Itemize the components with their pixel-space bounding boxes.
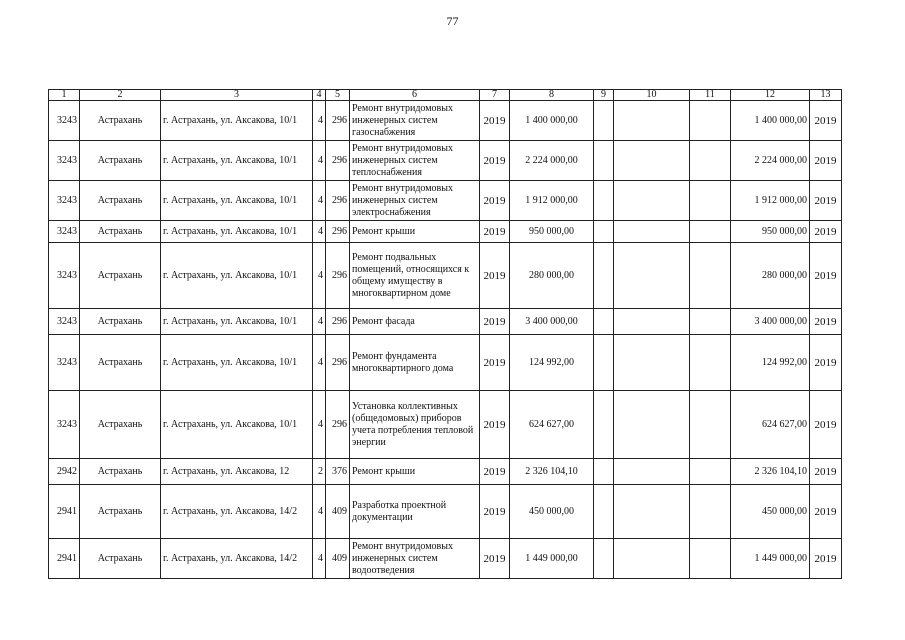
- col11-value: [690, 221, 731, 243]
- col9-value: [594, 243, 614, 309]
- city: Астрахань: [80, 539, 161, 579]
- table-row: [49, 459, 842, 485]
- col12-cost: 2 326 104,10: [731, 459, 810, 485]
- table-row: [49, 335, 842, 391]
- work-type: Ремонт крыши: [350, 221, 480, 243]
- work-type: Ремонт фасада: [350, 309, 480, 335]
- completion-year: 2019: [810, 391, 842, 459]
- col5-value: 296: [326, 309, 350, 335]
- city: Астрахань: [80, 101, 161, 141]
- table-row: [49, 101, 842, 141]
- col10-value: [614, 539, 690, 579]
- object-id: 2941: [49, 539, 80, 579]
- object-id: 3243: [49, 101, 80, 141]
- col9-value: [594, 181, 614, 221]
- total-cost: 1 449 000,00: [510, 539, 594, 579]
- work-type: Ремонт внутридомовых инженерных систем газоснабжения: [350, 101, 480, 141]
- page-number: 77: [446, 14, 459, 28]
- floors: 4: [313, 141, 326, 181]
- col10-value: [614, 221, 690, 243]
- work-type: Установка коллективных (общедомовых) приборов учета потребления тепловой энергии: [350, 391, 480, 459]
- address: г. Астрахань, ул. Аксакова, 10/1: [161, 335, 313, 391]
- address: г. Астрахань, ул. Аксакова, 12: [161, 459, 313, 485]
- total-cost: 3 400 000,00: [510, 309, 594, 335]
- header-cell: 3: [161, 90, 313, 101]
- completion-year: 2019: [810, 243, 842, 309]
- city: Астрахань: [80, 221, 161, 243]
- header-cell: 2: [80, 90, 161, 101]
- col10-value: [614, 485, 690, 539]
- header-row: [49, 90, 842, 101]
- header-cell: 4: [313, 90, 326, 101]
- col5-value: 296: [326, 101, 350, 141]
- completion-year: 2019: [810, 485, 842, 539]
- col9-value: [594, 459, 614, 485]
- address: г. Астрахань, ул. Аксакова, 10/1: [161, 243, 313, 309]
- floors: 4: [313, 485, 326, 539]
- table-row: [49, 243, 842, 309]
- total-cost: 624 627,00: [510, 391, 594, 459]
- total-cost: 1 912 000,00: [510, 181, 594, 221]
- city: Астрахань: [80, 391, 161, 459]
- header-cell: 6: [350, 90, 480, 101]
- floors: 4: [313, 181, 326, 221]
- col11-value: [690, 243, 731, 309]
- city: Астрахань: [80, 485, 161, 539]
- header-cell: 10: [614, 90, 690, 101]
- work-type: Ремонт подвальных помещений, относящихся к общему имуществу в многоквартирном доме: [350, 243, 480, 309]
- col12-cost: 1 400 000,00: [731, 101, 810, 141]
- floors: 4: [313, 309, 326, 335]
- year: 2019: [480, 101, 510, 141]
- city: Астрахань: [80, 335, 161, 391]
- floors: 4: [313, 101, 326, 141]
- col11-value: [690, 539, 731, 579]
- col11-value: [690, 309, 731, 335]
- header-cell: 7: [480, 90, 510, 101]
- col11-value: [690, 101, 731, 141]
- floors: 4: [313, 391, 326, 459]
- col10-value: [614, 391, 690, 459]
- col9-value: [594, 391, 614, 459]
- col9-value: [594, 485, 614, 539]
- table-row: [49, 539, 842, 579]
- total-cost: 1 400 000,00: [510, 101, 594, 141]
- col9-value: [594, 309, 614, 335]
- col11-value: [690, 141, 731, 181]
- city: Астрахань: [80, 141, 161, 181]
- year: 2019: [480, 459, 510, 485]
- col12-cost: 2 224 000,00: [731, 141, 810, 181]
- col12-cost: 450 000,00: [731, 485, 810, 539]
- col5-value: 296: [326, 181, 350, 221]
- col10-value: [614, 181, 690, 221]
- address: г. Астрахань, ул. Аксакова, 14/2: [161, 485, 313, 539]
- object-id: 3243: [49, 141, 80, 181]
- col9-value: [594, 335, 614, 391]
- col10-value: [614, 141, 690, 181]
- floors: 4: [313, 221, 326, 243]
- col11-value: [690, 459, 731, 485]
- header-cell: 8: [510, 90, 594, 101]
- col9-value: [594, 221, 614, 243]
- address: г. Астрахань, ул. Аксакова, 10/1: [161, 101, 313, 141]
- year: 2019: [480, 221, 510, 243]
- year: 2019: [480, 243, 510, 309]
- col5-value: 296: [326, 243, 350, 309]
- header-cell: 1: [49, 90, 80, 101]
- work-type: Ремонт внутридомовых инженерных систем электроснабжения: [350, 181, 480, 221]
- col12-cost: 3 400 000,00: [731, 309, 810, 335]
- object-id: 2942: [49, 459, 80, 485]
- work-type: Ремонт внутридомовых инженерных систем теплоснабжения: [350, 141, 480, 181]
- table-row: [49, 221, 842, 243]
- object-id: 3243: [49, 243, 80, 309]
- col10-value: [614, 459, 690, 485]
- col5-value: 409: [326, 539, 350, 579]
- year: 2019: [480, 485, 510, 539]
- col12-cost: 1 912 000,00: [731, 181, 810, 221]
- total-cost: 2 224 000,00: [510, 141, 594, 181]
- header-cell: 5: [326, 90, 350, 101]
- work-type: Ремонт фундамента многоквартирного дома: [350, 335, 480, 391]
- col5-value: 296: [326, 391, 350, 459]
- col9-value: [594, 539, 614, 579]
- address: г. Астрахань, ул. Аксакова, 14/2: [161, 539, 313, 579]
- col5-value: 296: [326, 141, 350, 181]
- year: 2019: [480, 141, 510, 181]
- header-cell: 13: [810, 90, 842, 101]
- col9-value: [594, 101, 614, 141]
- col10-value: [614, 309, 690, 335]
- col12-cost: 624 627,00: [731, 391, 810, 459]
- col12-cost: 124 992,00: [731, 335, 810, 391]
- header-cell: 11: [690, 90, 731, 101]
- col9-value: [594, 141, 614, 181]
- object-id: 2941: [49, 485, 80, 539]
- address: г. Астрахань, ул. Аксакова, 10/1: [161, 221, 313, 243]
- work-type: Ремонт крыши: [350, 459, 480, 485]
- total-cost: 2 326 104,10: [510, 459, 594, 485]
- city: Астрахань: [80, 243, 161, 309]
- completion-year: 2019: [810, 539, 842, 579]
- header-cell: 12: [731, 90, 810, 101]
- col5-value: 409: [326, 485, 350, 539]
- completion-year: 2019: [810, 141, 842, 181]
- header-cell: 9: [594, 90, 614, 101]
- table-row: [49, 391, 842, 459]
- city: Астрахань: [80, 309, 161, 335]
- repair-schedule-table: [48, 89, 842, 579]
- completion-year: 2019: [810, 221, 842, 243]
- object-id: 3243: [49, 309, 80, 335]
- col12-cost: 280 000,00: [731, 243, 810, 309]
- city: Астрахань: [80, 181, 161, 221]
- completion-year: 2019: [810, 335, 842, 391]
- year: 2019: [480, 335, 510, 391]
- year: 2019: [480, 539, 510, 579]
- address: г. Астрахань, ул. Аксакова, 10/1: [161, 391, 313, 459]
- col5-value: 296: [326, 221, 350, 243]
- table-row: [49, 141, 842, 181]
- year: 2019: [480, 309, 510, 335]
- completion-year: 2019: [810, 181, 842, 221]
- work-type: Ремонт внутридомовых инженерных систем водоотведения: [350, 539, 480, 579]
- address: г. Астрахань, ул. Аксакова, 10/1: [161, 309, 313, 335]
- col10-value: [614, 243, 690, 309]
- col5-value: 376: [326, 459, 350, 485]
- floors: 4: [313, 243, 326, 309]
- city: Астрахань: [80, 459, 161, 485]
- address: г. Астрахань, ул. Аксакова, 10/1: [161, 141, 313, 181]
- col11-value: [690, 181, 731, 221]
- col5-value: 296: [326, 335, 350, 391]
- table-row: [49, 181, 842, 221]
- object-id: 3243: [49, 221, 80, 243]
- address: г. Астрахань, ул. Аксакова, 10/1: [161, 181, 313, 221]
- completion-year: 2019: [810, 101, 842, 141]
- year: 2019: [480, 181, 510, 221]
- table-row: [49, 485, 842, 539]
- object-id: 3243: [49, 335, 80, 391]
- work-type: Разработка проектной документации: [350, 485, 480, 539]
- completion-year: 2019: [810, 459, 842, 485]
- col11-value: [690, 485, 731, 539]
- total-cost: 124 992,00: [510, 335, 594, 391]
- col11-value: [690, 391, 731, 459]
- col12-cost: 1 449 000,00: [731, 539, 810, 579]
- year: 2019: [480, 391, 510, 459]
- total-cost: 950 000,00: [510, 221, 594, 243]
- total-cost: 450 000,00: [510, 485, 594, 539]
- object-id: 3243: [49, 181, 80, 221]
- col12-cost: 950 000,00: [731, 221, 810, 243]
- table-row: [49, 309, 842, 335]
- completion-year: 2019: [810, 309, 842, 335]
- floors: 2: [313, 459, 326, 485]
- total-cost: 280 000,00: [510, 243, 594, 309]
- floors: 4: [313, 539, 326, 579]
- col10-value: [614, 335, 690, 391]
- col11-value: [690, 335, 731, 391]
- object-id: 3243: [49, 391, 80, 459]
- col10-value: [614, 101, 690, 141]
- floors: 4: [313, 335, 326, 391]
